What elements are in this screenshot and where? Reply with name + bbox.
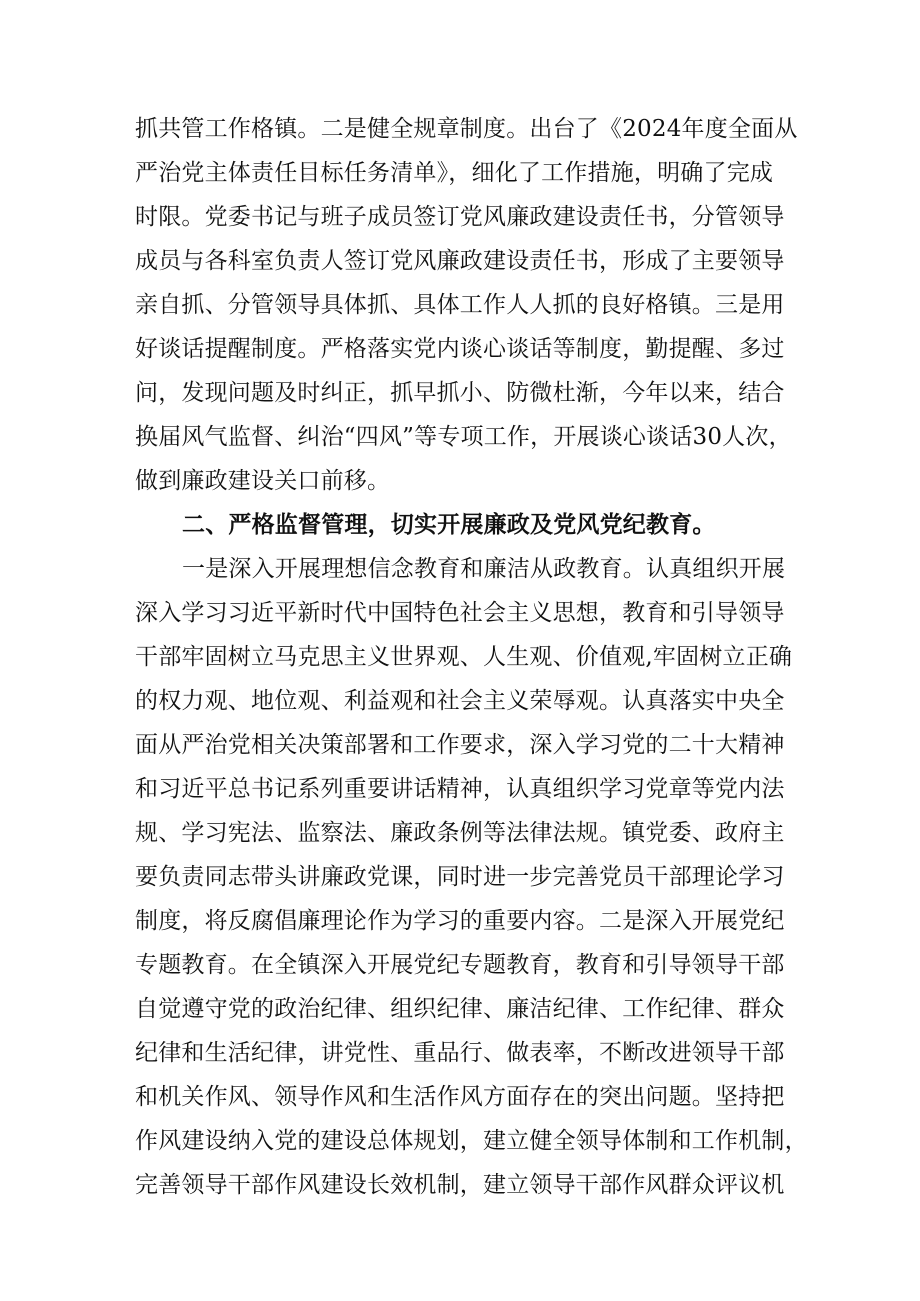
- text-line: 面从严治党相关决策部署和工作要求，深入学习党的二十大精神: [135, 732, 785, 758]
- text-line: 要负责同志带头讲廉政党课，同时进一步完善党员干部理论学习: [135, 864, 785, 890]
- text-line: 换届风气监督、纠治“四风”等专项工作，开展谈心谈话30人次，: [135, 424, 792, 450]
- text-line: 严治党主体责任目标任务清单》，细化了工作措施，明确了完成: [135, 160, 774, 186]
- text-line: 和习近平总书记系列重要讲话精神，认真组织学习党章等党内法: [135, 776, 785, 802]
- text-line: 自觉遵守党的政治纪律、组织纪律、廉洁纪律、工作纪律、群众: [135, 996, 785, 1022]
- text-line: 时限。党委书记与班子成员签订党风廉政建设责任书，分管领导: [135, 204, 785, 230]
- text-line: 纪律和生活纪律，讲党性、重品行、做表率，不断改进领导干部: [135, 1040, 785, 1066]
- text-line: 干部牢固树立马克思主义世界观、人生观、价值观,牢固树立正确: [135, 644, 793, 670]
- text-line: 问，发现问题及时纠正，抓早抓小、防微杜渐，今年以来，结合: [135, 380, 785, 406]
- text-line: 成员与各科室负责人签订党风廉政建设责任书，形成了主要领导: [135, 248, 785, 274]
- text-line: 专题教育。在全镇深入开展党纪专题教育，教育和引导领导干部: [135, 952, 785, 978]
- text-line: 和机关作风、领导作风和生活作风方面存在的突出问题。坚持把: [135, 1084, 785, 1110]
- text-line: 完善领导干部作风建设长效机制，建立领导干部作风群众评议机: [135, 1172, 785, 1198]
- text-line: 做到廉政建设关口前移。: [135, 468, 391, 494]
- text-line: 规、学习宪法、监察法、廉政条例等法律法规。镇党委、政府主: [135, 820, 785, 846]
- text-line: 制度，将反腐倡廉理论作为学习的重要内容。二是深入开展党纪: [135, 908, 785, 934]
- section-heading: 二、严格监督管理，切实开展廉政及党风党纪教育。: [182, 512, 716, 538]
- text-line: 亲自抓、分管领导具体抓、具体工作人人抓的良好格镇。三是用: [135, 292, 785, 318]
- text-line: 一是深入开展理想信念教育和廉洁从政教育。认真组织开展: [182, 556, 786, 582]
- text-line: 抓共管工作格镇。二是健全规章制度。出台了《2024年度全面从: [135, 116, 798, 142]
- text-line: 好谈话提醒制度。严格落实党内谈心谈话等制度，勤提醒、多过: [135, 336, 785, 362]
- text-line: 的权力观、地位观、利益观和社会主义荣辱观。认真落实中央全: [135, 688, 785, 714]
- text-line: 作风建设纳入党的建设总体规划，建立健全领导体制和工作机制，: [135, 1128, 808, 1154]
- text-line: 深入学习习近平新时代中国特色社会主义思想，教育和引导领导: [135, 600, 785, 626]
